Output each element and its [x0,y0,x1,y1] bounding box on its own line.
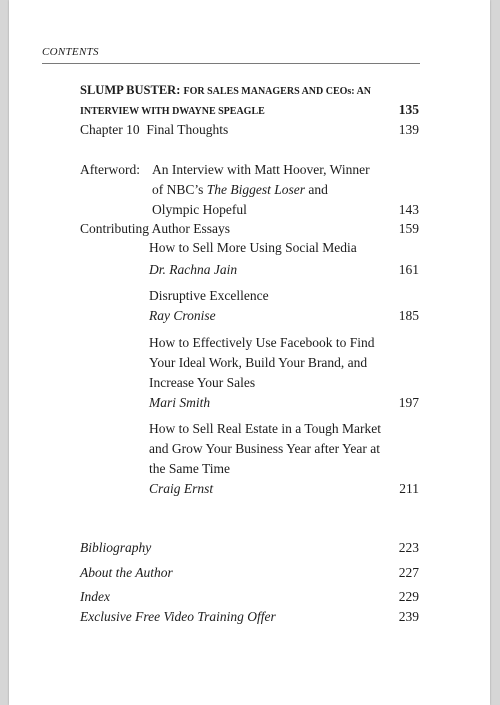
essay-1-page-number: 161 [398,262,419,277]
chapter-10-entry[interactable] [80,120,228,140]
video-offer-page-number: 239 [398,609,419,624]
contributing-essays-page-number: 159 [398,221,419,236]
chapter-10-page-number: 139 [398,122,419,137]
about-author-page-number: 227 [398,565,419,580]
chapter-10-title: Final Thoughts [146,122,229,137]
running-head: CONTENTS [42,46,99,58]
section-title-main: SLUMP BUSTER: [80,83,184,97]
contributing-essays-heading[interactable]: Contributing Author Essays [80,221,231,236]
afterword-title-line3[interactable]: Olympic Hopeful [152,202,247,217]
section-page-number: 135 [398,102,419,117]
afterword-label: Afterword: [80,162,140,177]
afterword-title-line1[interactable]: An Interview with Matt Hoover, Winner [152,162,370,177]
section-title-sub: FOR SALES MANAGERS AND CEOs: AN [183,86,372,97]
back-matter-bibliography[interactable]: Bibliography [80,540,152,555]
essay-4-title-line3[interactable]: the Same Time [149,461,231,476]
index-page-number: 229 [398,589,419,604]
afterword-line2-text: of NBC’s [152,182,207,197]
essay-2-page-number: 185 [398,308,419,323]
essay-3-title-line1[interactable]: How to Effectively Use Facebook to Find [149,335,375,350]
afterword-show-title: The Biggest Loser [206,182,306,197]
back-matter-index[interactable]: Index [80,589,110,604]
essay-3-page-number: 197 [398,395,419,410]
section-title-line2-text: INTERVIEW WITH DWAYNE SPEAGLE [80,106,265,117]
header-rule [42,63,420,64]
back-matter-video-offer[interactable]: Exclusive Free Video Training Offer [80,609,276,624]
bibliography-page-number: 223 [398,540,419,555]
back-matter-about-author[interactable]: About the Author [80,565,173,580]
essay-3-author: Mari Smith [149,395,211,410]
essay-2-title[interactable]: Disruptive Excellence [149,288,269,303]
essay-4-title-line2[interactable]: and Grow Your Business Year after Year at [149,441,380,456]
essay-3-title-line2[interactable]: Your Ideal Work, Build Your Brand, and [149,355,368,370]
afterword-title-line2[interactable] [152,180,328,200]
book-page [9,0,490,705]
essay-4-author: Craig Ernst [149,481,214,496]
essay-1-author: Dr. Rachna Jain [149,262,238,277]
section-title-line1[interactable] [80,80,371,102]
section-title-line2[interactable] [80,100,265,122]
essay-2-author: Ray Cronise [149,308,216,323]
afterword-page-number: 143 [398,202,419,217]
essay-3-title-line3[interactable]: Increase Your Sales [149,375,256,390]
essay-4-page-number: 211 [399,481,419,496]
essay-1-title[interactable]: How to Sell More Using Social Media [149,240,357,255]
essay-4-title-line1[interactable]: How to Sell Real Estate in a Tough Market [149,421,382,436]
afterword-line2-end: and [305,182,328,197]
chapter-10-label: Chapter 10 [80,122,140,137]
